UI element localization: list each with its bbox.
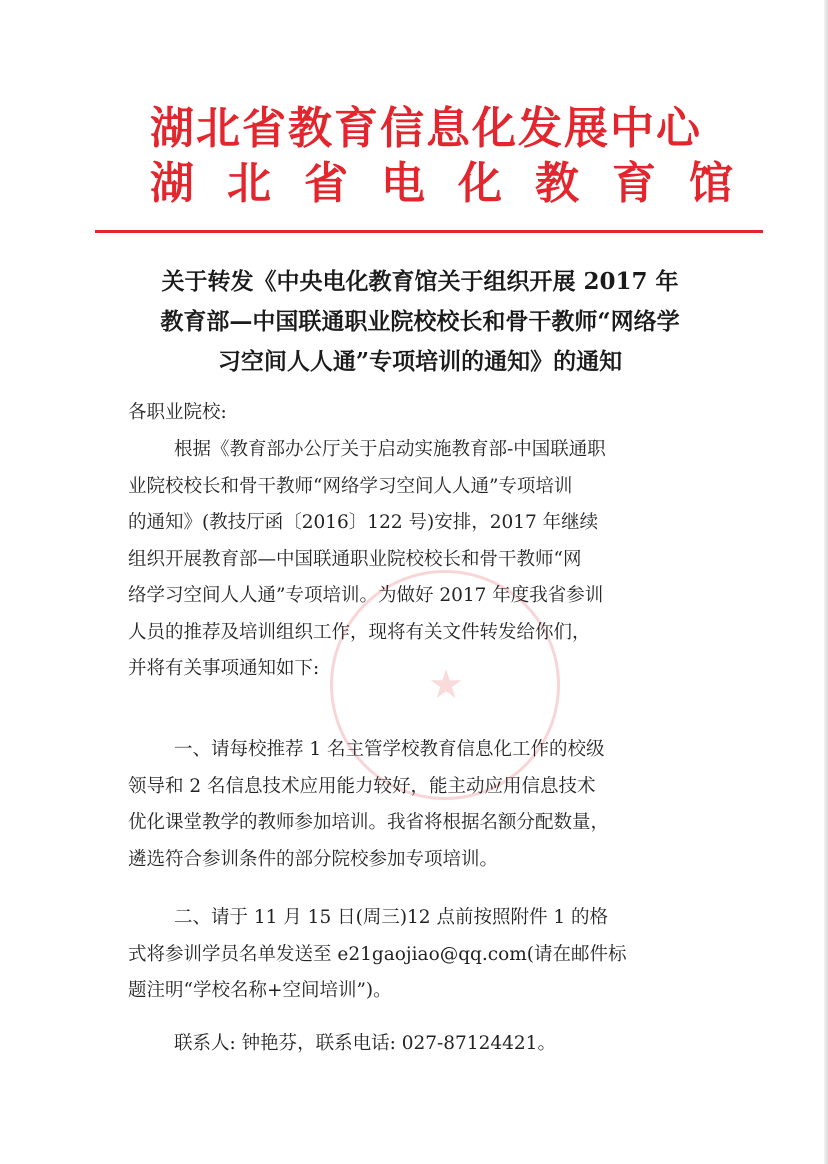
paragraph-2-line: 领导和 2 名信息技术应用能力较好，能主动应用信息技术 (128, 775, 596, 797)
seal-star-icon: ★ (428, 662, 464, 708)
issuing-org-line-2: 湖北省电化教育馆 (150, 158, 766, 209)
paragraph-1-line: 并将有关事项通知如下: (128, 658, 320, 679)
paragraph-1-line: 根据《教育部办公厅关于启动实施教育部-中国联通职 (174, 439, 606, 460)
paragraph-1-line: 的通知》(教技厅函〔2016〕122 号)安排，2017 年继续 (128, 512, 599, 533)
paragraph-1-line: 业院校校长和骨干教师“网络学习空间人人通”专项培训 (128, 475, 573, 497)
document-title (110, 262, 730, 382)
paragraph-2 (128, 732, 718, 878)
paragraph-1-line: 络学习空间人人通”专项培训。为做好 2017 年度我省参训 (128, 585, 604, 606)
paragraph-2-line: 一、请每校推荐 1 名主管学校教育信息化工作的校级 (174, 739, 605, 760)
paragraph-2-line: 优化课堂教学的教师参加培训。我省将根据名额分配数量， (128, 812, 610, 833)
title-line-1: 关于转发《中央电化教育馆关于组织开展 2017 年 (161, 268, 679, 295)
paragraph-3-line: 二、请于 11 月 15 日(周三)12 点前按照附件 1 的格 (174, 907, 608, 928)
paragraph-3 (128, 900, 718, 1010)
salutation: 各职业院校: (128, 402, 227, 423)
red-header-rule (95, 230, 763, 233)
contact-line (128, 1026, 718, 1063)
scan-edge-shadow (824, 0, 828, 1164)
paragraph-3-line: 题注明“学校名称+空间培训”)。 (128, 980, 392, 1001)
title-line-2: 教育部—中国联通职业院校校长和骨干教师“网络学 (160, 308, 680, 335)
paragraph-1 (128, 432, 718, 688)
title-line-3: 习空间人人通”专项培训的通知》的通知 (217, 348, 623, 375)
paragraph-1-line: 人员的推荐及培训组织工作，现将有关文件转发给你们， (128, 621, 591, 643)
issuing-org-line-1: 湖北省教育信息化发展中心 (150, 103, 702, 154)
paragraph-1-line: 组织开展教育部—中国联通职业院校校长和骨干教师“网 (128, 548, 582, 570)
contact-text: 联系人: 钟艳芬，联系电话: 027-87124421。 (174, 1033, 556, 1054)
paragraph-3-line: 式将参训学员名单发送至 e21gaojiao@qq.com(请在邮件标 (128, 943, 627, 965)
paragraph-2-line: 遴选符合参训条件的部分院校参加专项培训。 (128, 848, 499, 870)
